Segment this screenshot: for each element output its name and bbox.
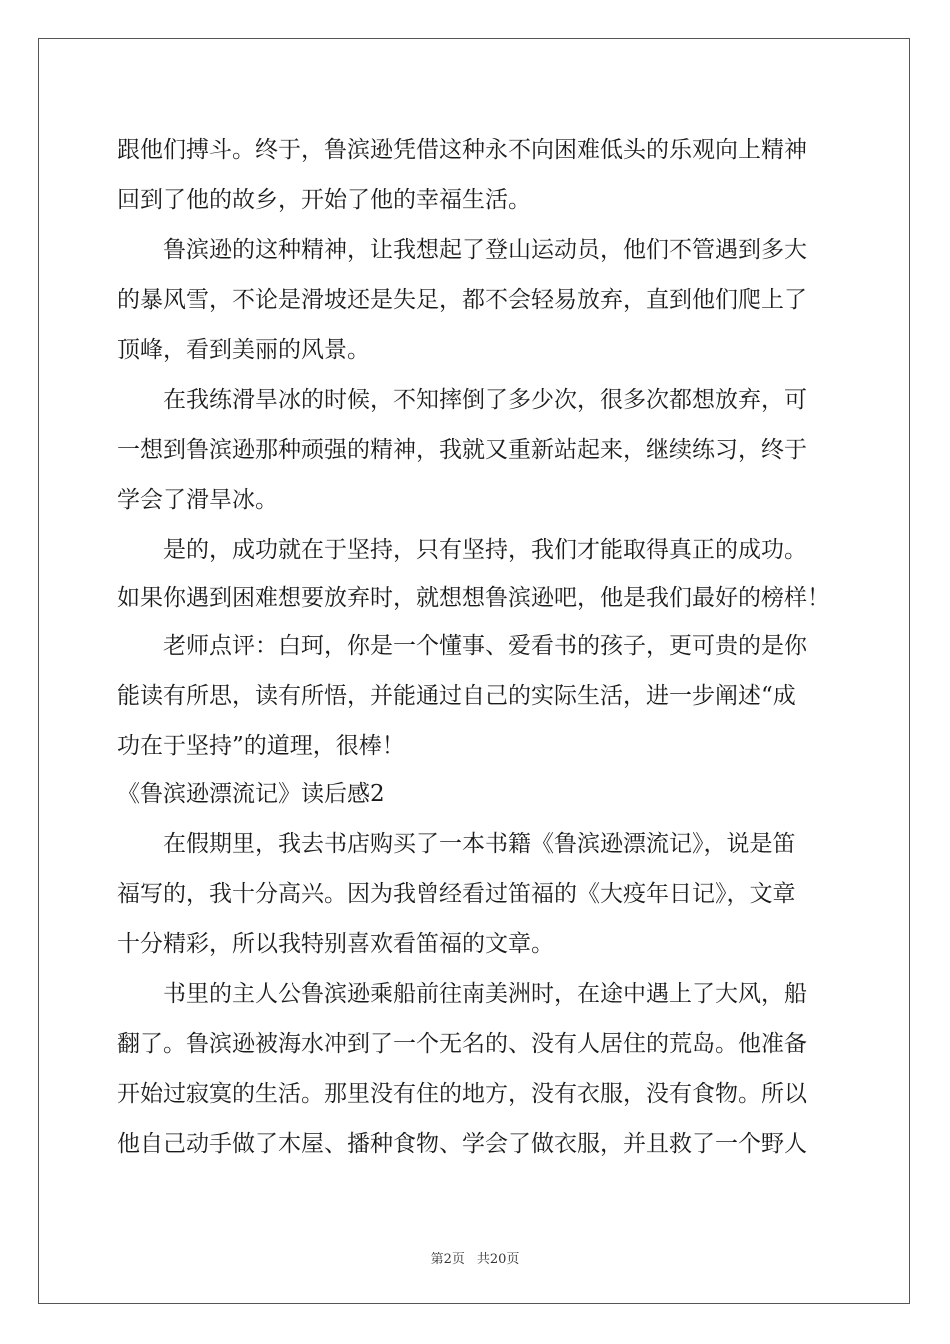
text-line: 他自己动手做了木屋、播种食物、学会了做衣服，并且救了一个野人 xyxy=(117,1131,807,1157)
text-line: 顶峰，看到美丽的风景。 xyxy=(117,337,370,363)
page-footer xyxy=(0,1248,950,1267)
text-line: 开始过寂寞的生活。那里没有住的地方，没有衣服，没有食物。所以 xyxy=(117,1081,807,1107)
text-line: 在假期里，我去书店购买了一本书籍《鲁滨逊漂流记》，说是笛 xyxy=(163,831,796,857)
text-line: 能读有所思，读有所悟，并能通过自己的实际生活，进一步阐述“成 xyxy=(117,683,796,709)
text-line: 的暴风雪，不论是滑坡还是失足，都不会轻易放弃，直到他们爬上了 xyxy=(117,287,807,313)
text-line: 鲁滨逊的这种精神，让我想起了登山运动员，他们不管遇到多大 xyxy=(163,237,807,263)
text-line: 跟他们搏斗。终于，鲁滨逊凭借这种永不向困难低头的乐观向上精神 xyxy=(117,137,807,163)
text-line: 书里的主人公鲁滨逊乘船前往南美洲时，在途中遇上了大风，船 xyxy=(163,981,807,1007)
text-line: 如果你遇到困难想要放弃时，就想想鲁滨逊吧，他是我们最好的榜样！ xyxy=(117,585,830,611)
text-line: 功在于坚持”的道理，很棒！ xyxy=(117,733,405,759)
page-border xyxy=(38,38,910,1304)
text-line: 老师点评：白珂，你是一个懂事、爱看书的孩子，更可贵的是你 xyxy=(163,633,807,659)
text-line: 学会了滑旱冰。 xyxy=(117,487,278,513)
text-line: 回到了他的故乡，开始了他的幸福生活。 xyxy=(117,187,531,213)
text-line: 在我练滑旱冰的时候，不知摔倒了多少次，很多次都想放弃，可 xyxy=(163,387,807,413)
text-line: 是的，成功就在于坚持，只有坚持，我们才能取得真正的成功。 xyxy=(163,537,807,563)
section-heading: 《鲁滨逊漂流记》读后感2 xyxy=(117,781,385,807)
page-number: 第2页 xyxy=(430,1252,465,1267)
text-line: 一想到鲁滨逊那种顽强的精神，我就又重新站起来，继续练习，终于 xyxy=(117,437,807,463)
text-line: 翻了。鲁滨逊被海水冲到了一个无名的、没有人居住的荒岛。他准备 xyxy=(117,1031,807,1057)
text-line: 十分精彩，所以我特别喜欢看笛福的文章。 xyxy=(117,931,554,957)
page-total: 共20页 xyxy=(476,1252,520,1267)
text-line: 福写的，我十分高兴。因为我曾经看过笛福的《大疫年日记》，文章 xyxy=(117,881,796,907)
